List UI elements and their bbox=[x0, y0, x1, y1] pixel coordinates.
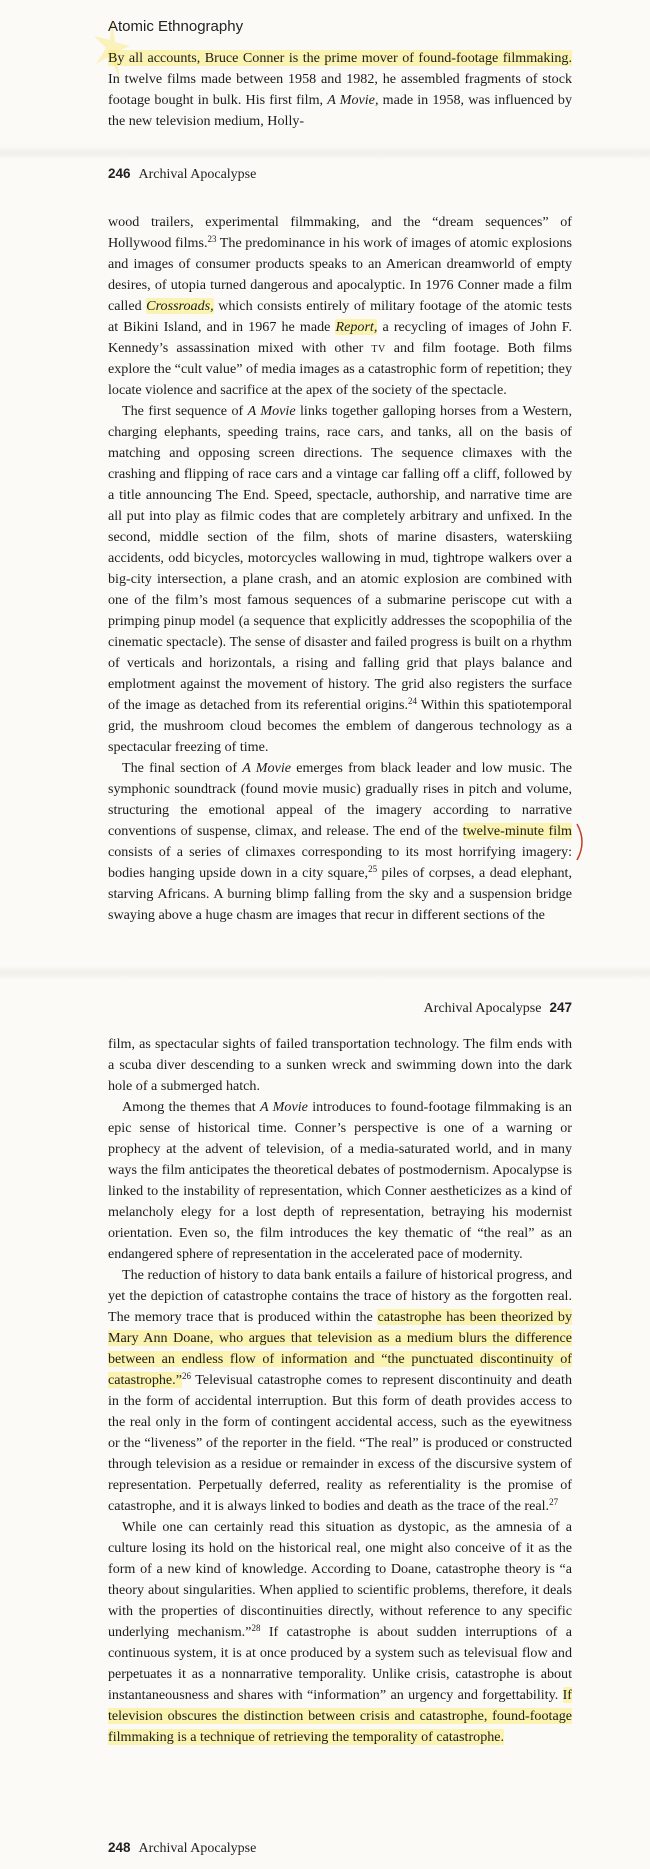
highlighted-text: twelve-minute film bbox=[462, 823, 572, 839]
excerpt-paragraph: By all accounts, Bruce Conner is the prime mover of found-footage filmmaking. In twelve films made between 1958 and 1982, he assembled fragments of stock footage bought in bulk. His first film, A Movie, made in 1958, was influenced by the new television medium, Holly- bbox=[108, 50, 572, 129]
page-247-body bbox=[108, 1034, 572, 1748]
paragraph: The reduction of history to data bank entails a failure of historical progress, and yet the depiction of catastrophe contains the trace of history as the forgotten real. The memory trace that is produced within the catastrophe has been theorized by Mary Ann Doane, who argues that television as a medium blurs the difference between an endless flow of information and “the punctuated discontinuity of catastrophe.”$^{26}$ Televisual catastrophe comes to represent discontinuity and death in the form of accidental interruption. But this form of death provides access to the real only in the form of contingent accidental access, such as the eyewitness or the “liveness” of the reporter in the field. “The real” is produced or constructed through television as a residue or remainder in excess of the discursive system of representation. Perpetually deferred, reality as referentiality is the promise of catastrophe, and it is always linked to bodies and death as the trace of the real.$^{27}$ bbox=[108, 1267, 573, 1514]
highlighted-text: catastrophe has been theorized by Mary Ann Doane, who argues that television as a medium blurs the difference between an endless flow of information and “the punctuated discontinuity of catastrophe.” bbox=[108, 1309, 573, 1388]
film-title: A Movie, bbox=[327, 92, 379, 108]
footnote-ref[interactable]: 23 bbox=[207, 234, 217, 244]
page-divider bbox=[0, 966, 650, 980]
margin-bracket-mark bbox=[574, 822, 588, 862]
running-head: Archival Apocalypse bbox=[138, 167, 257, 182]
page-number: 247 bbox=[549, 1000, 572, 1015]
page-247 bbox=[0, 1000, 650, 1820]
paragraph: Among the themes that A Movie introduces to found-footage filmmaking is an epic sense of historical time. Conner’s perspective is one of a warning or prophecy at the advent of television, of a media-saturated world, and in many ways the film anticipates the theoretical debates of postmodernism. Apocalypse is linked to the instability of representation, which Conner aestheticizes as a kind of melancholy elegy for a lost depth of representation, betraying his modernist orientation. Even so, the film introduces the key thematic of “the real” as an endangered sphere of representation in the accelerated pace of modernity. bbox=[108, 1099, 572, 1262]
running-head: Archival Apocalypse bbox=[423, 1001, 542, 1016]
excerpt-atomic-ethnography bbox=[0, 0, 650, 130]
film-title: A Movie bbox=[259, 1099, 308, 1115]
footnote-ref[interactable]: 27 bbox=[549, 1497, 559, 1507]
page-number: 246 bbox=[108, 166, 131, 181]
page-246-body bbox=[108, 212, 572, 926]
paragraph: The first sequence of A Movie links together galloping horses from a Western, charging elephants, speeding trains, race cars, and tanks, all on the basis of matching and opposing screen directions. The sequence climaxes with the crashing and flipping of race cars and a vintage car falling off a cliff, followed by a title announcing The End. Speed, spectacle, authorship, and narrative time are all put into play as filmic codes that are completely arbitrary and unfixed. In the second, middle section of the film, shots of marine disasters, waterskiing accidents, odd bicycles, motorcycles wallowing in mud, tightrope walkers over a big-city intersection, a plane crash, and an atomic explosion are combined with one of the film’s most famous sequences of a submarine periscope cut with a primping pinup model (a sequence that explicitly addresses the scopophilia of the cinematic spectacle). The sense of disaster and failed progress is built on a rhythm of verticals and horizontals, a rising and falling grid that plays balance and emplotment against the movement of history. The grid also registers the surface of the image as detached from its referential origins.$^{24}$ Within this spatiotemporal grid, the mushroom cloud becomes the emblem of dangerous technology as a spectacular freezing of time. bbox=[108, 403, 573, 755]
film-title-highlighted: Crossroads, bbox=[146, 298, 214, 314]
highlighted-text: If television obscures the distinction between crisis and catastrophe, found-footage filmmaking is a technique of retrieving the temporality of catastrophe. bbox=[108, 1687, 572, 1745]
footnote-ref[interactable]: 25 bbox=[368, 864, 378, 874]
paragraph: The final section of A Movie emerges from black leader and low music. The symphonic soundtrack (found movie music) gradually rises in pitch and volume, structuring the emotional appeal of the imagery according to narrative conventions of suspense, climax, and release. The end of the twelve-minute film consists of a series of climaxes corresponding to its most horrifying imagery: bodies hanging upside down in a city square,$^{25}$ piles of corpses, a dead elephant, starving Africans. A burning blimp falling from the sky and a suspension bridge swaying above a huge chasm are images that recur in different sections of the bbox=[108, 760, 573, 923]
section-title: Atomic Ethnography bbox=[108, 18, 244, 35]
highlighted-text: By all accounts, Bruce Conner is the prime mover of found-footage filmmaking. bbox=[108, 50, 572, 66]
page-number: 248 bbox=[108, 1840, 131, 1855]
page-folio-247 bbox=[424, 1000, 572, 1017]
page-folio-246 bbox=[108, 166, 256, 183]
paragraph: wood trailers, experimental filmmaking, and the “dream sequences” of Hollywood films.$^{23}$ The predominance in his work of images of atomic explosions and images of consumer products speaks to an American dreamworld of empty desires, of utopia turned dangerous and apocalyptic. In 1976 Conner made a film called Crossroads, which consists entirely of military footage of the atomic tests at Bikini Island, and in 1967 he made Report, a recycling of images of John F. Kennedy’s assassination mixed with other tv and film footage. Both films explore the “cult value” of media images as a catastrophic form of repetition; they locate violence and sacrifice at the apex of the society of the spectacle. bbox=[108, 214, 573, 398]
footnote-ref[interactable]: 24 bbox=[408, 696, 417, 706]
page-folio-248 bbox=[108, 1840, 256, 1857]
page-divider bbox=[0, 146, 650, 160]
paragraph: film, as spectacular sights of failed transportation technology. The film ends with a scuba diver descending to a sunken wreck and swimming down into the dark hole of a submerged hatch. bbox=[108, 1036, 572, 1094]
small-caps-abbrev: tv bbox=[371, 340, 386, 356]
film-title-highlighted: Report, bbox=[335, 319, 378, 335]
footnote-ref[interactable]: 26 bbox=[181, 1371, 191, 1381]
film-title: A Movie bbox=[242, 760, 291, 776]
page-246 bbox=[0, 162, 650, 952]
film-title: A Movie bbox=[247, 403, 296, 419]
paragraph: While one can certainly read this situation as dystopic, as the amnesia of a culture losing its hold on the historical real, one might also conceive of it as the form of a new kind of knowledge. According to Doane, catastrophe theory is “a theory about singularities. When applied to scientific problems, therefore, it deals with the properties of discontinuities directly, without reference to any specific underlying mechanism.”$^{28}$ If catastrophe is about sudden interruptions of a continuous system, it is at once produced by a system such as televisual flow and perpetuates it as a nonnarrative temporality. Unlike crisis, catastrophe is about instantaneousness and shares with “information” an urgency and forgettability. If television obscures the distinction between crisis and catastrophe, found-footage filmmaking is a technique of retrieving the temporality of catastrophe. bbox=[108, 1519, 572, 1745]
running-head: Archival Apocalypse bbox=[138, 1841, 257, 1856]
footnote-ref[interactable]: 28 bbox=[251, 1623, 261, 1633]
